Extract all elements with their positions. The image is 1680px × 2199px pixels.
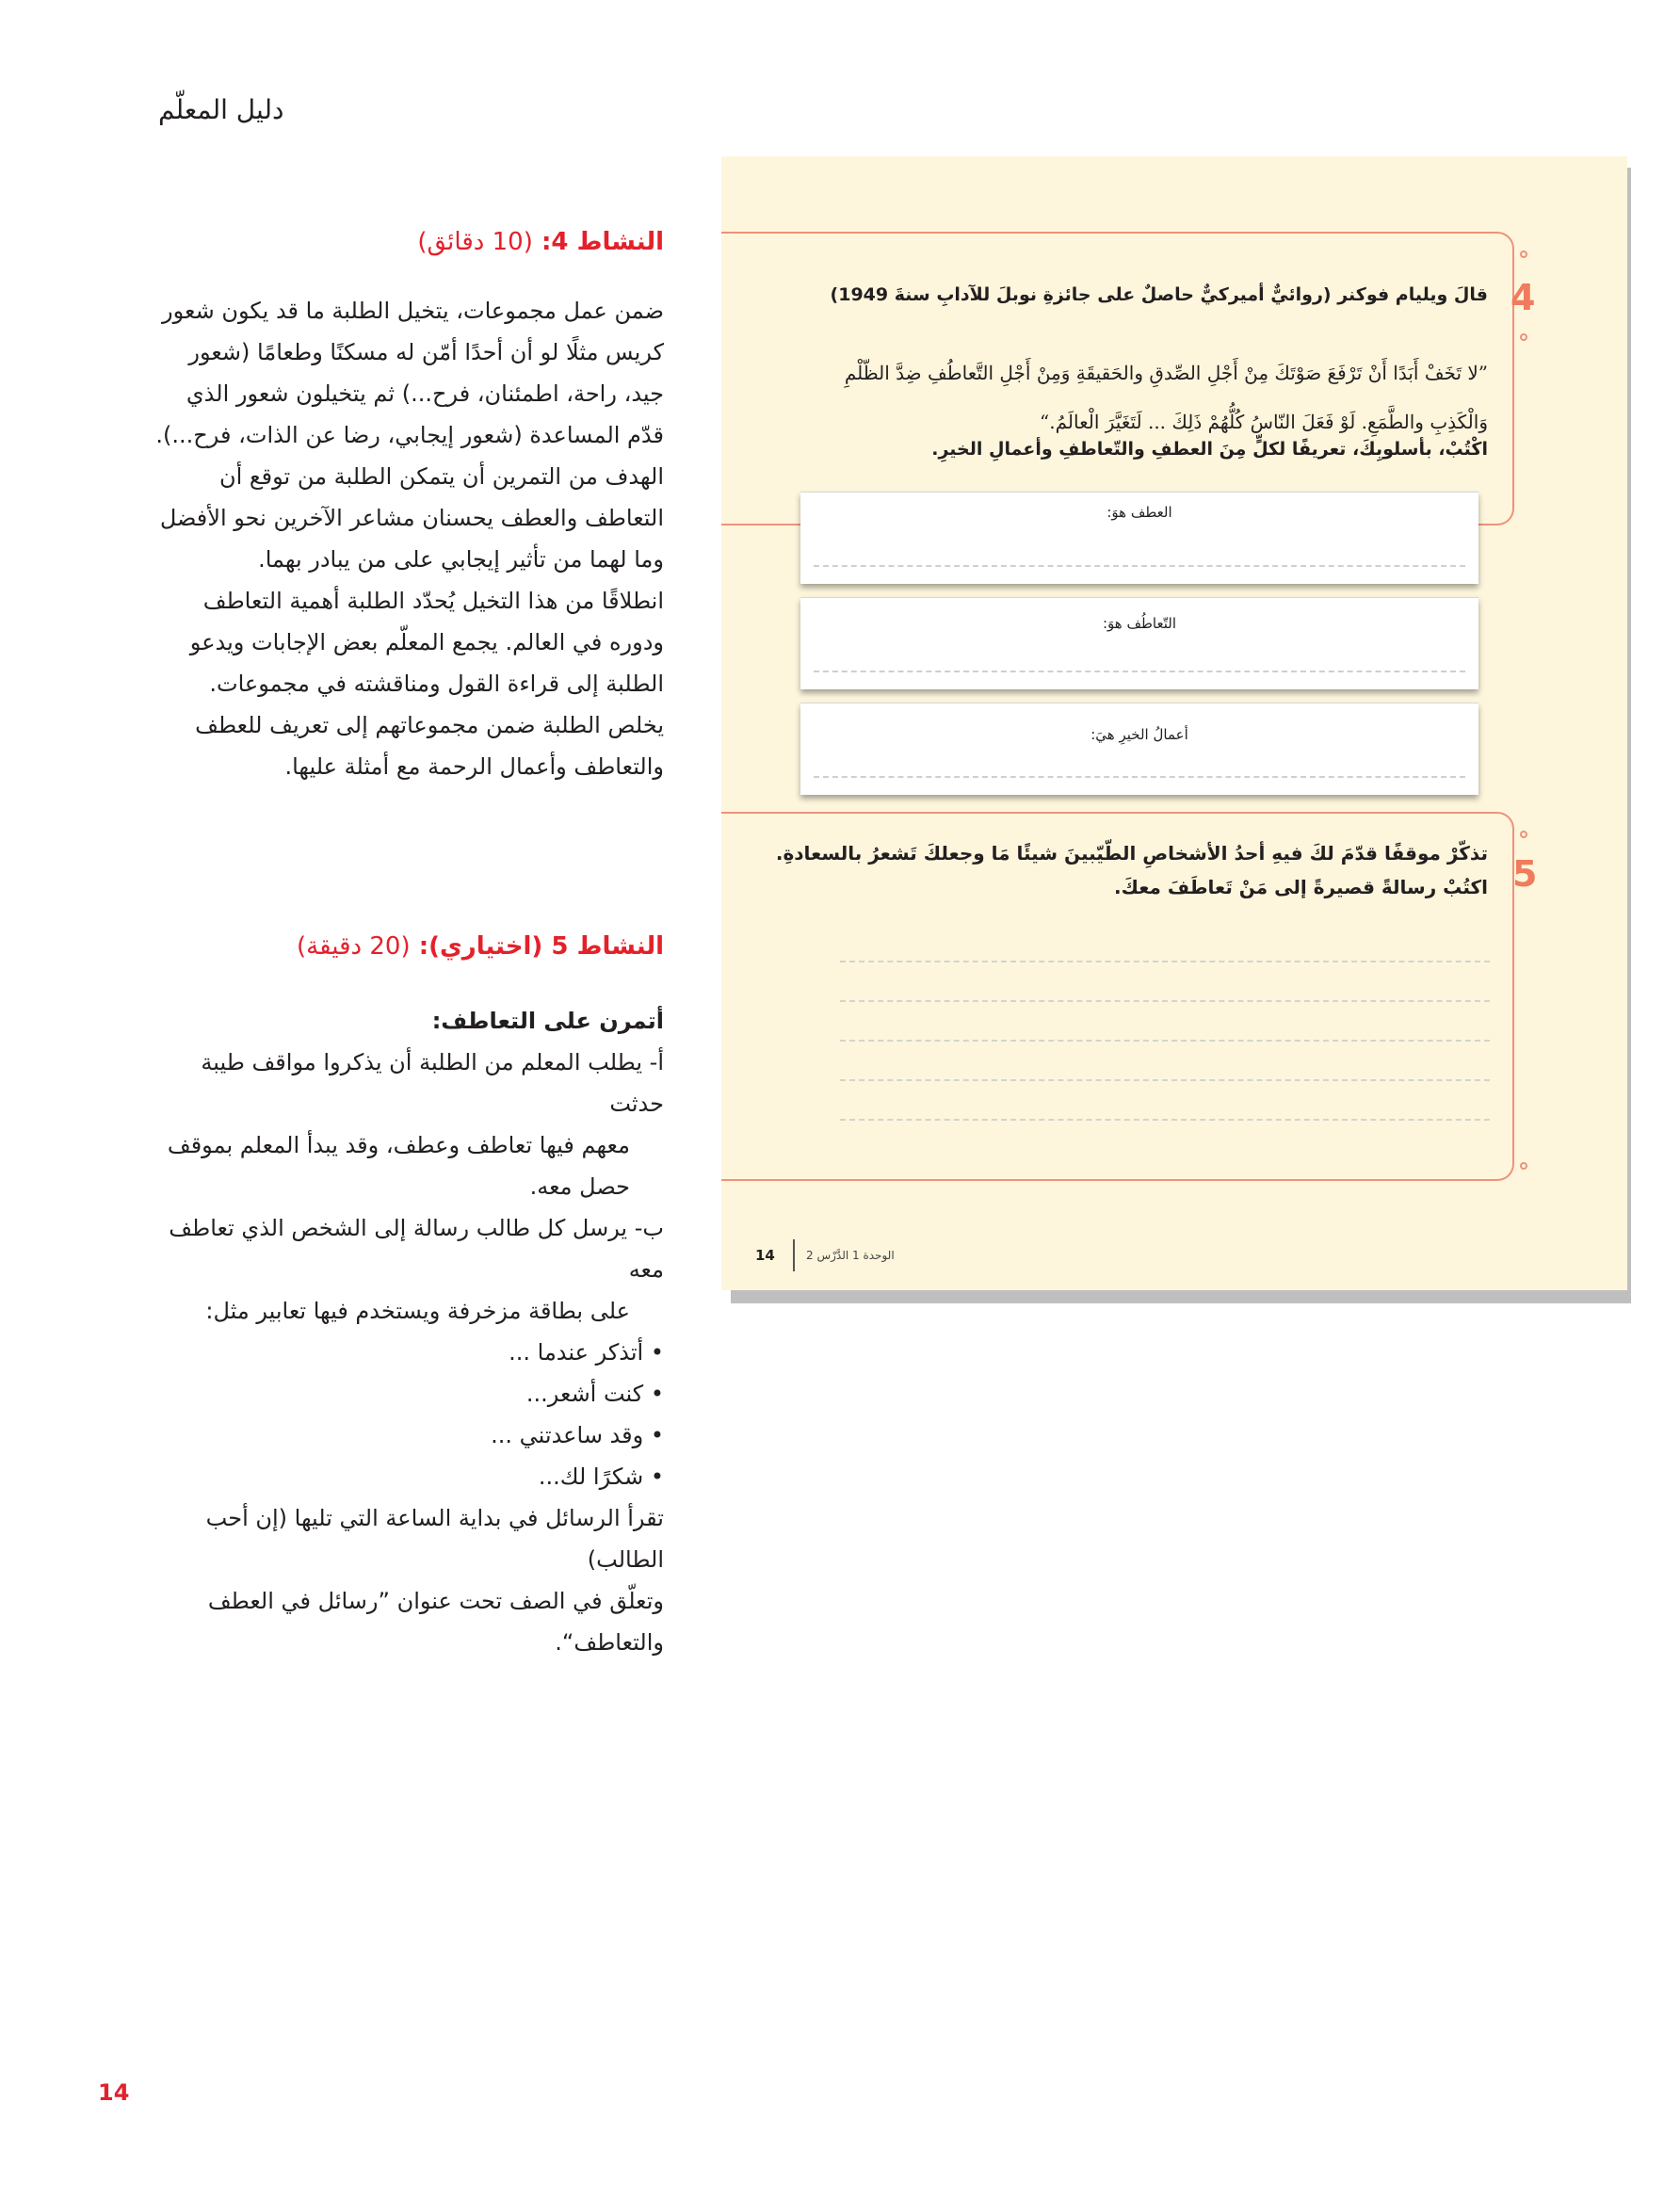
question-4-quote <box>791 348 1488 446</box>
frame-tick <box>1520 831 1527 838</box>
question-5-text <box>772 836 1488 904</box>
activity-5-heading <box>151 932 664 961</box>
activity-4-paragraph: انطلاقًا من هذا التخيل يُحدّد الطلبة أهمية التعاطف ودوره في العالم. يجمع المعلّم بعض الإجابات ويدعو الطلبة إلى قراءة القول ومناقشته في مجموعات. <box>189 588 664 697</box>
answer-line[interactable] <box>814 565 1465 567</box>
activity-4-heading <box>151 228 664 256</box>
activity-5-closing: والتعاطف“. <box>555 1629 664 1656</box>
activity-5-body <box>151 1042 664 1663</box>
frame-tick <box>1520 1162 1527 1170</box>
book-footer-label: الوحدة 1 الدَّرْس 2 <box>806 1249 895 1262</box>
question-4-task: اكْتُبْ، بأسلوبِكَ، تعريفًا لكلٍّ مِنَ العطفِ والتّعاطفِ وأعمالِ الخيرِ. <box>931 439 1488 460</box>
activity-5-subtitle: أتمرن على التعاطف: <box>431 1008 664 1034</box>
activity-4-paragraph: يخلص الطلبة ضمن مجموعاتهم إلى تعريف للعطف والتعاطف وأعمال الرحمة مع أمثلة عليها. <box>195 712 664 780</box>
card-label: أعمالُ الخيرِ هيَ: <box>1090 726 1188 743</box>
answer-line[interactable] <box>814 776 1465 778</box>
activity-5-item-a: أ- يطلب المعلم من الطلبة أن يذكروا مواقف طيبة حدثت <box>201 1049 664 1117</box>
activity-4-title: النشاط 4: <box>541 228 664 256</box>
quote-line: ”لا تَخَفْ أَبَدًا أَنْ تَرْفَعَ صَوْتَكَ مِنْ أَجْلِ الصِّدقِ والحَقيقَةِ وَمِنْ أَجْلِ التَّعاطُفِ ضِدَّ الظّلْمِ <box>844 362 1488 384</box>
quote-line: وَالْكَذِبِ والطَّمَعِ. لَوْ فَعَلَ النّاسُ كُلُّهُمْ ذَلِكَ ... لَتَغَيَّرَ الْعالَمُ.“ <box>1040 411 1488 433</box>
activity-5-bullet: • كنت أشعر... <box>525 1381 664 1407</box>
card-label: التّعاطُف هوَ: <box>1102 615 1177 632</box>
frame-tick <box>1520 333 1527 341</box>
writing-line[interactable] <box>840 1119 1490 1121</box>
activity-5-item-b: ب- يرسل كل طالب رسالة إلى الشخص الذي تعاطف معه <box>169 1215 664 1283</box>
activity-4-body <box>151 290 664 787</box>
student-book-page <box>721 156 1627 1290</box>
writing-line[interactable] <box>840 961 1490 962</box>
activity-5-item-b-cont: على بطاقة مزخرفة ويستخدم فيها تعابير مثل: <box>205 1298 630 1324</box>
question-5-number: 5 <box>1512 853 1538 895</box>
activity-5-bullet: • أتذكر عندما ... <box>509 1339 664 1366</box>
question-4-heading: قالَ ويليام فوكنر (روائيٌّ أميركيٌّ حاصلٌ على جائزةِ نوبلَ للآدابِ سنةَ 1949) <box>830 284 1488 305</box>
question-4-number: 4 <box>1510 277 1536 318</box>
activity-5-bullet: • شكرًا لك... <box>538 1463 664 1490</box>
writing-line[interactable] <box>840 1040 1490 1042</box>
activity-5-item-a-cont: معهم فيها تعاطف وعطف، وقد يبدأ المعلم بموقف <box>167 1132 630 1158</box>
answer-card-empathy <box>800 597 1478 689</box>
activity-5-closing: وتعلّق في الصف تحت عنوان ”رسائل في العطف <box>207 1588 664 1614</box>
activity-4-paragraph: الهدف من التمرين أن يتمكن الطلبة من توقع أن التعاطف والعطف يحسنان مشاعر الآخرين نحو الأفضل وما لهما من تأثير إيجابي على من يبادر بهما. <box>159 463 664 573</box>
question-5-line: تذكّرْ موقفًا قدّمَ لكَ فيهِ أحدُ الأشخاصِ الطّيّبينَ شيئًا مَا وجعلكَ تَشعرُ بالسعادةِ. <box>775 842 1488 865</box>
activity-4-section <box>151 228 664 787</box>
activity-5-duration: (20 دقيقة) <box>297 932 411 961</box>
answer-card-good-deeds <box>800 703 1478 795</box>
question-5-line: اكتُبْ رسالةً قصيرةً إلى مَنْ تَعاطَفَ معكَ. <box>1114 876 1488 898</box>
activity-4-paragraph: ضمن عمل مجموعات، يتخيل الطلبة ما قد يكون شعور كريس مثلًا لو أن أحدًا أمّن له مسكنًا وطعامًا (شعور جيد، راحة، اطمئنان، فرح...) ثم يتخيلون شعور الذي قدّم المساعدة (شعور إيجابي، رضا عن الذات، فرح...). <box>155 298 664 448</box>
book-page-number: 14 <box>755 1247 775 1264</box>
activity-5-title: النشاط 5 (اختياري): <box>418 932 664 961</box>
writing-line[interactable] <box>840 1000 1490 1002</box>
activity-5-section <box>151 932 664 1663</box>
footer-divider <box>793 1239 795 1271</box>
guide-title: دليل المعلّم <box>158 94 284 125</box>
activity-5-bullet: • وقد ساعدتني ... <box>491 1422 664 1448</box>
page-number: 14 <box>98 2079 130 2106</box>
writing-line[interactable] <box>840 1079 1490 1081</box>
answer-card-kindness <box>800 492 1478 584</box>
activity-5-item-a-cont: حصل معه. <box>529 1173 630 1200</box>
answer-line[interactable] <box>814 671 1465 672</box>
frame-tick <box>1520 251 1527 258</box>
card-label: العطف هوَ: <box>1107 504 1172 521</box>
activity-5-closing: تقرأ الرسائل في بداية الساعة التي تليها (إن أحب الطالب) <box>205 1505 664 1573</box>
activity-4-duration: (10 دقائق) <box>417 228 533 256</box>
